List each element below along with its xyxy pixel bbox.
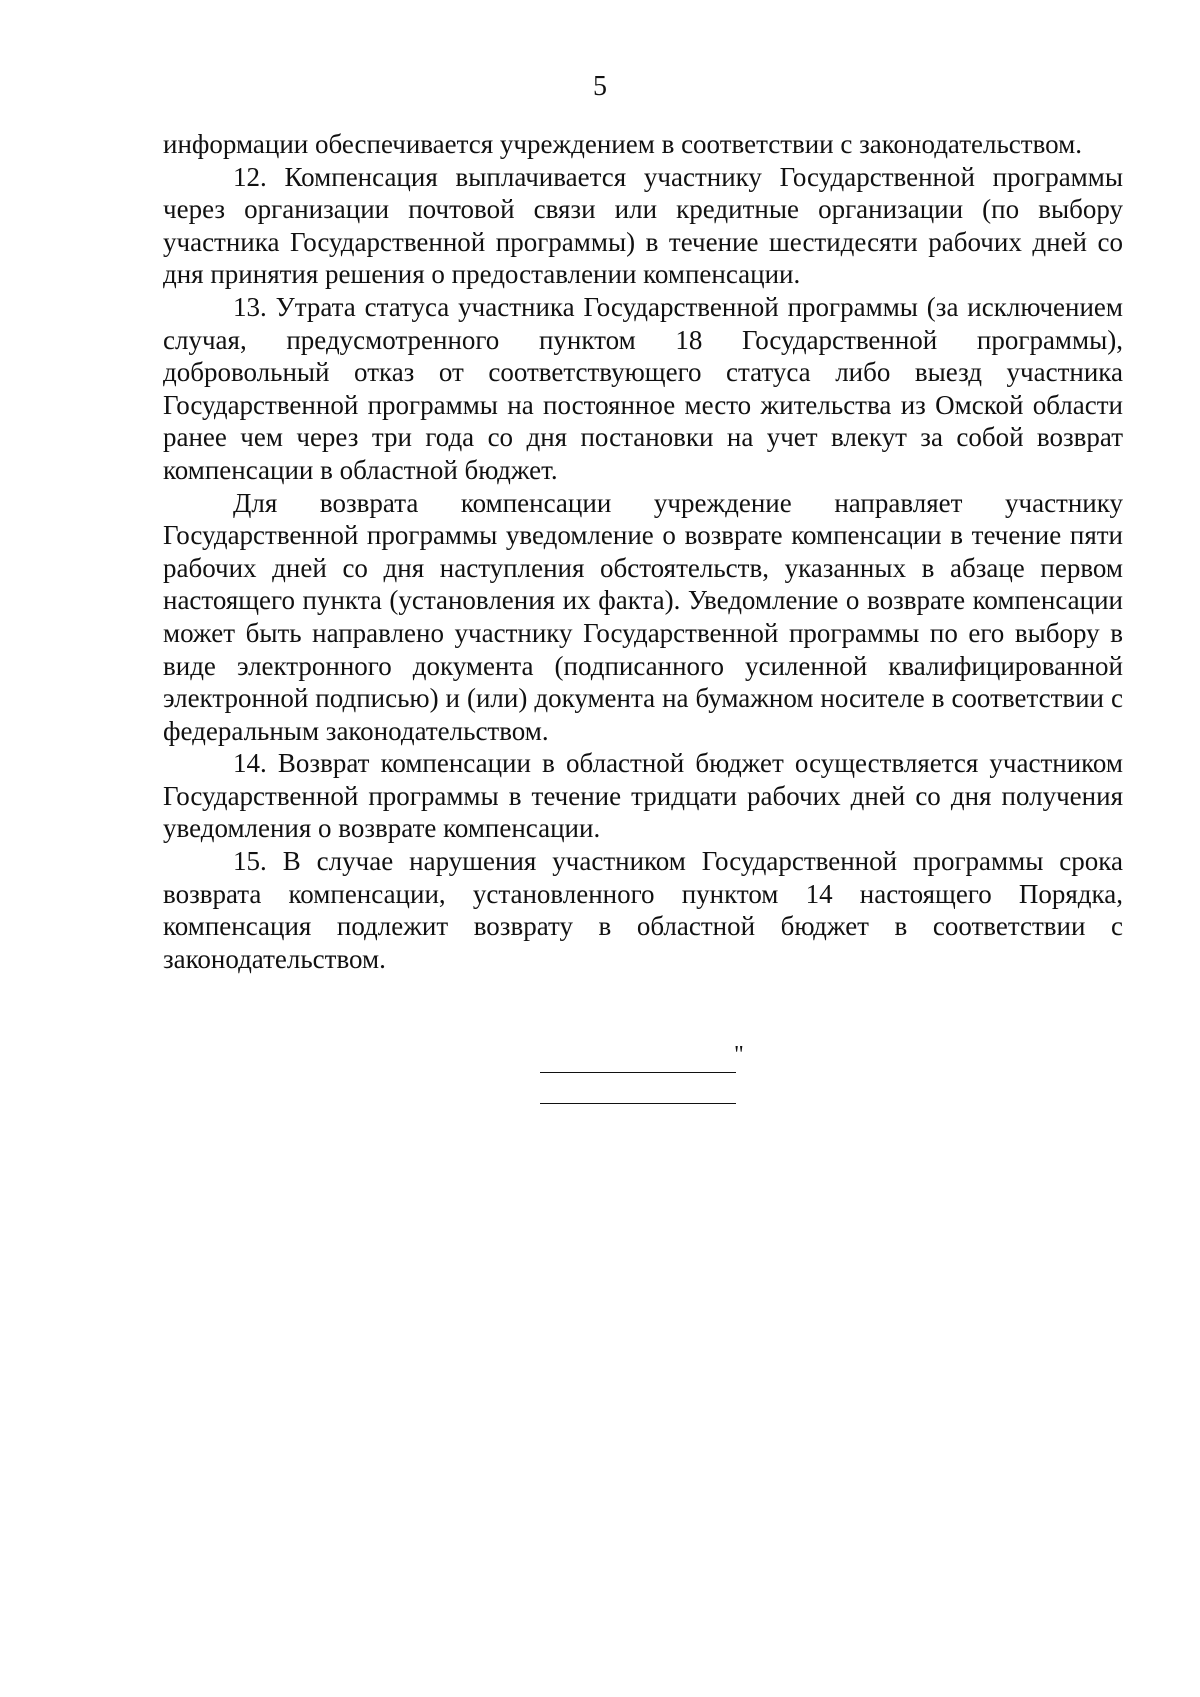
paragraph-item-13-part-2: Для возврата компенсации учреждение направляет участнику Государственной программы уведомление о возврате компенсации в течение пяти рабочих дней со дня наступления обстоятельств, указанных в абзаце первом настоящего пункта (установления их факта). Уведомление о возврате компенсации может быть направлено участнику Государственной программы по его выбору в виде электронного документа (подписанного усиленной квалифицированной электронной подписью) и (или) документа на бумажном носителе в соответствии с федеральным законодательством. bbox=[163, 487, 1123, 746]
document-end-mark bbox=[540, 1040, 744, 1120]
closing-rule-top bbox=[540, 1072, 736, 1073]
closing-rule-bottom bbox=[540, 1103, 736, 1104]
paragraph-item-13: 13. Утрата статуса участника Государственной программы (за исключением случая, предусмотренного пунктом 18 Государственной программы), добровольный отказ от соответствующего статуса либо выезд участника Государственной программы на постоянное место жительства из Омской области ранее чем через три года со дня постановки на учет влекут за собой возврат компенсации в областной бюджет. bbox=[163, 291, 1123, 485]
document-body bbox=[163, 128, 1123, 975]
closing-quote-mark: " bbox=[734, 1042, 744, 1068]
page-number: 5 bbox=[593, 71, 607, 102]
paragraph-item-14: 14. Возврат компенсации в областной бюджет осуществляется участником Государственной программы в течение тридцати рабочих дней со дня получения уведомления о возврате компенсации. bbox=[163, 748, 1123, 844]
paragraph-item-15: 15. В случае нарушения участником Государственной программы срока возврата компенсации, установленного пунктом 14 настоящего Порядка, компенсация подлежит возврату в областной бюджет в соответствии с законодательством. bbox=[163, 846, 1123, 974]
paragraph-item-12: 12. Компенсация выплачивается участнику Государственной программы через организации почтовой связи или кредитные организации (по выбору участника Государственной программы) в течение шестидесяти рабочих дней со дня принятия решения о предоставлении компенсации. bbox=[163, 161, 1123, 290]
paragraph-continuation: информации обеспечивается учреждением в соответствии с законодательством. bbox=[163, 129, 1082, 159]
